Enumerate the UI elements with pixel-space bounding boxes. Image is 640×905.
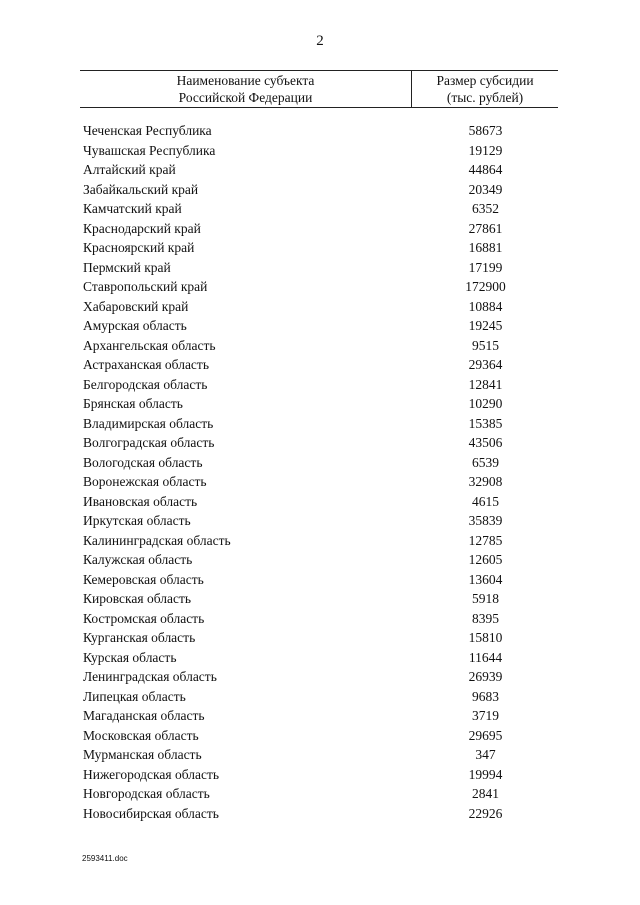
region-name: Курская область xyxy=(83,649,177,665)
subsidy-amount: 43506 xyxy=(468,435,503,450)
subsidy-amount: 5918 xyxy=(472,591,499,606)
subsidy-amount: 26939 xyxy=(468,669,503,684)
table-row xyxy=(83,687,558,707)
table-row xyxy=(83,433,558,453)
region-name: Чеченская Республика xyxy=(83,123,212,138)
table-row xyxy=(83,180,558,200)
table-row xyxy=(83,199,558,219)
subsidy-amount: 12841 xyxy=(468,376,503,392)
region-name: Калининградская область xyxy=(83,532,231,548)
region-name: Хабаровский край xyxy=(83,298,189,314)
region-name: Белгородская область xyxy=(83,376,208,392)
table-row xyxy=(83,121,558,141)
table-row xyxy=(83,628,558,648)
table-row xyxy=(83,336,558,356)
table-row xyxy=(83,414,558,434)
subsidy-amount: 6352 xyxy=(472,201,499,216)
subsidy-amount: 16881 xyxy=(468,240,503,255)
subsidy-amount: 35839 xyxy=(468,513,503,528)
region-name: Костромская область xyxy=(83,610,205,626)
region-name: Ставропольский край xyxy=(83,279,208,294)
region-name: Иркутская область xyxy=(83,513,191,528)
table-row xyxy=(83,531,558,551)
column-header-subsidy-amount xyxy=(412,71,558,108)
subsidy-amount: 29695 xyxy=(468,727,503,743)
region-name: Новгородская область xyxy=(83,786,210,801)
subsidy-amount: 32908 xyxy=(468,474,503,489)
table-row xyxy=(83,453,558,473)
region-name: Астраханская область xyxy=(83,357,209,372)
table-row xyxy=(83,219,558,239)
table-row xyxy=(83,316,558,336)
region-name: Чувашская Республика xyxy=(83,142,216,158)
region-name: Кемеровская область xyxy=(83,571,204,587)
subsidy-amount: 10884 xyxy=(468,298,503,314)
subsidy-amount: 9683 xyxy=(472,688,499,704)
table-header xyxy=(80,70,558,108)
table-body xyxy=(83,121,558,823)
table-row xyxy=(83,765,558,785)
table-row xyxy=(83,726,558,746)
region-name: Забайкальский край xyxy=(83,181,199,197)
region-name: Кировская область xyxy=(83,591,192,606)
region-name: Вологодская область xyxy=(83,454,203,470)
subsidy-amount: 13604 xyxy=(468,571,503,587)
column-header-subsidy-amount-line1: Размер субсидии xyxy=(436,73,534,88)
subsidy-amount: 19129 xyxy=(468,142,503,158)
region-name: Липецкая область xyxy=(83,688,186,704)
document-code: 2593411.doc xyxy=(82,854,128,863)
column-header-region-name-line1: Наименование субъекта xyxy=(176,73,315,88)
table-row xyxy=(83,258,558,278)
subsidy-amount: 3719 xyxy=(472,708,499,723)
table-row xyxy=(83,648,558,668)
table-row xyxy=(83,589,558,609)
subsidy-amount: 8395 xyxy=(472,610,499,626)
table-row xyxy=(83,804,558,824)
region-name: Волгоградская область xyxy=(83,435,215,450)
page-number: 2 xyxy=(316,33,324,49)
column-header-region-name-line2: Российской Федерации xyxy=(178,90,313,105)
region-name: Алтайский край xyxy=(83,162,176,177)
region-name: Ленинградская область xyxy=(83,669,217,684)
table-row xyxy=(83,472,558,492)
table-row xyxy=(83,609,558,629)
table-row xyxy=(83,355,558,375)
table-row xyxy=(83,141,558,161)
region-name: Краснодарский край xyxy=(83,220,201,236)
region-name: Магаданская область xyxy=(83,708,205,723)
table-row xyxy=(83,745,558,765)
table-row xyxy=(83,784,558,804)
subsidy-amount: 10290 xyxy=(468,396,503,411)
subsidy-amount: 27861 xyxy=(468,220,503,236)
region-name: Амурская область xyxy=(83,318,187,333)
subsidy-amount: 172900 xyxy=(465,279,506,294)
region-name: Брянская область xyxy=(83,396,183,411)
table-row xyxy=(83,297,558,317)
subsidy-amount: 12785 xyxy=(468,532,503,548)
subsidy-amount: 11644 xyxy=(468,649,503,665)
subsidy-amount: 15810 xyxy=(468,630,503,645)
subsidy-amount: 2841 xyxy=(472,786,499,801)
region-name: Нижегородская область xyxy=(83,766,220,782)
table-row xyxy=(83,375,558,395)
region-name: Воронежская область xyxy=(83,474,207,489)
region-name: Красноярский край xyxy=(83,240,195,255)
region-name: Мурманская область xyxy=(83,747,202,762)
subsidy-amount: 58673 xyxy=(468,123,503,138)
table-row xyxy=(83,492,558,512)
table-row xyxy=(83,160,558,180)
table-row xyxy=(83,238,558,258)
subsidy-amount: 15385 xyxy=(468,415,503,431)
subsidy-amount: 12605 xyxy=(468,552,503,567)
subsidy-amount: 17199 xyxy=(468,259,503,275)
region-name: Курганская область xyxy=(83,630,196,645)
subsidy-amount: 9515 xyxy=(472,337,499,353)
subsidy-amount: 347 xyxy=(475,747,496,762)
region-name: Московская область xyxy=(83,727,199,743)
region-name: Новосибирская область xyxy=(83,805,219,821)
table-row xyxy=(83,667,558,687)
subsidy-amount: 22926 xyxy=(468,805,503,821)
column-header-subsidy-amount-line2: (тыс. рублей) xyxy=(446,90,524,105)
table-row xyxy=(83,550,558,570)
region-name: Ивановская область xyxy=(83,493,198,509)
region-name: Владимирская область xyxy=(83,415,214,431)
region-name: Камчатский край xyxy=(83,201,182,216)
table-row xyxy=(83,277,558,297)
subsidy-amount: 44864 xyxy=(468,162,503,177)
subsidy-amount: 20349 xyxy=(468,181,503,197)
subsidy-amount: 4615 xyxy=(472,493,499,509)
subsidy-amount: 19245 xyxy=(468,318,503,333)
table-row xyxy=(83,511,558,531)
region-name: Калужская область xyxy=(83,552,193,567)
subsidy-amount: 6539 xyxy=(472,454,499,470)
subsidy-amount: 29364 xyxy=(468,357,503,372)
region-name: Пермский край xyxy=(83,259,171,275)
column-header-region-name xyxy=(80,71,412,107)
subsidy-amount: 19994 xyxy=(468,766,503,782)
table-row xyxy=(83,570,558,590)
table-row xyxy=(83,706,558,726)
table-row xyxy=(83,394,558,414)
region-name: Архангельская область xyxy=(83,337,216,353)
